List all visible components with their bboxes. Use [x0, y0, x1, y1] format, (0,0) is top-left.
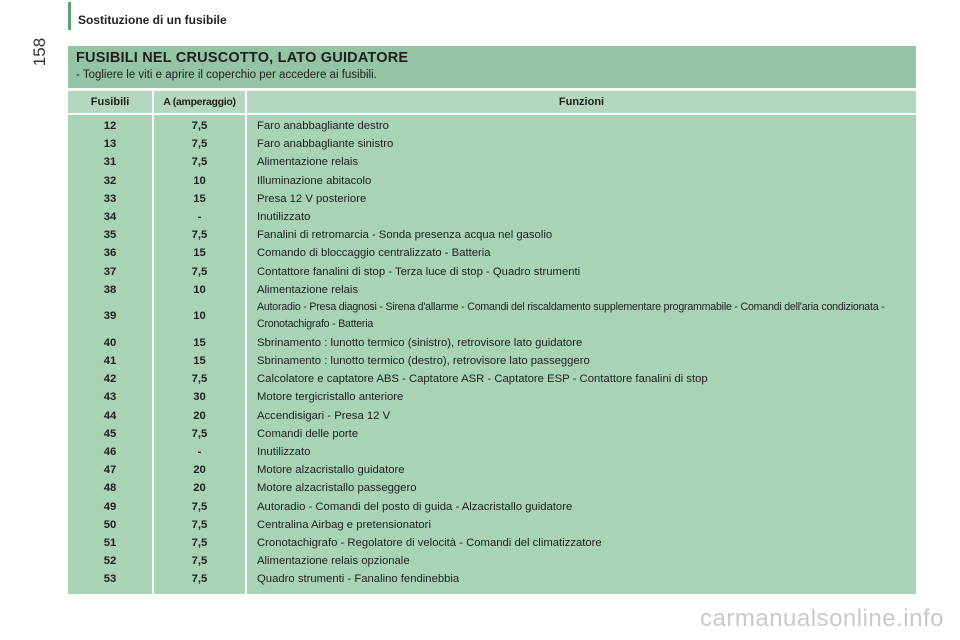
column-header-fuses: Fusibili — [68, 91, 152, 113]
fuse-function: Faro anabbagliante sinistro — [257, 138, 394, 151]
table-row — [68, 208, 916, 226]
fuse-amperage: 7,5 — [191, 156, 208, 169]
fuse-number: 34 — [103, 210, 117, 223]
fuse-amperage: 7,5 — [191, 555, 208, 568]
table-row — [68, 153, 916, 171]
table-row — [68, 244, 916, 262]
table-row — [68, 552, 916, 570]
fuse-number: 35 — [103, 229, 117, 242]
table-row — [68, 516, 916, 534]
table-row — [68, 388, 916, 406]
fuse-function: Alimentazione relais opzionale — [257, 555, 410, 568]
table-row — [68, 425, 916, 443]
table-row — [68, 172, 916, 190]
column-header-functions: Funzioni — [247, 91, 916, 113]
table-row — [68, 370, 916, 388]
fuse-function: Autoradio - Comandi del posto di guida - Alzacristallo guidatore — [257, 500, 573, 513]
fuse-number: 51 — [103, 536, 117, 549]
fuse-box-header — [68, 46, 916, 88]
fuse-number: 13 — [103, 138, 117, 151]
fuse-number: 42 — [103, 373, 117, 386]
fuse-function: Presa 12 V posteriore — [257, 192, 367, 205]
fuse-function: Contattore fanalini di stop - Terza luce di stop - Quadro strumenti — [257, 265, 581, 278]
fuse-function: Centralina Airbag e pretensionatori — [257, 518, 431, 531]
fuse-amperage: 10 — [193, 283, 206, 296]
fuse-number: 50 — [103, 518, 117, 531]
fuse-number: 32 — [103, 174, 117, 187]
fuse-number: 41 — [103, 355, 117, 368]
table-row — [68, 352, 916, 370]
fuse-amperage: 30 — [193, 391, 206, 404]
table-row — [68, 479, 916, 497]
fuse-function: Motore alzacristallo guidatore — [257, 464, 405, 477]
fuse-amperage: 7,5 — [191, 229, 208, 242]
table-row — [68, 281, 916, 299]
fuse-number: 39 — [103, 309, 117, 322]
watermark-text: carmanualsonline.info — [700, 605, 944, 632]
table-row — [68, 190, 916, 208]
fuse-number: 52 — [103, 555, 117, 568]
fuse-function: Faro anabbagliante destro — [257, 120, 389, 132]
section-accent-bar — [68, 2, 71, 30]
fuse-function: Comandi delle porte — [257, 427, 359, 440]
fuse-number: 45 — [103, 427, 117, 440]
fuse-amperage: 20 — [193, 409, 206, 422]
fuse-function: Alimentazione relais — [257, 156, 359, 169]
fuse-amperage: 7,5 — [191, 536, 208, 549]
fuse-amperage: 7,5 — [191, 500, 208, 513]
fuse-amperage: - — [197, 210, 202, 223]
fuse-number: 48 — [103, 482, 117, 495]
fuse-number: 36 — [103, 247, 117, 260]
fuse-function: Comando di bloccaggio centralizzato - Batteria — [257, 247, 491, 260]
section-title: Sostituzione di un fusibile — [78, 13, 227, 27]
fuse-function: Inutilizzato — [257, 446, 311, 458]
fuse-amperage: 7,5 — [191, 427, 208, 440]
table-row — [68, 135, 916, 153]
table-row — [68, 117, 916, 135]
fuse-number: 44 — [103, 409, 117, 422]
fuse-number: 49 — [103, 500, 117, 513]
fuse-table — [68, 117, 916, 589]
fuse-function: Motore tergicristallo anteriore — [257, 391, 404, 404]
fuse-number: 43 — [103, 391, 117, 404]
column-header-amperage: A (amperaggio) — [154, 91, 245, 113]
fuse-number: 47 — [103, 464, 117, 477]
fuse-function: Sbrinamento : lunotto termico (destro), retrovisore lato passeggero — [257, 355, 590, 368]
table-row — [68, 443, 916, 461]
fuse-amperage: 15 — [193, 355, 206, 368]
fuse-amperage: 10 — [193, 174, 206, 187]
fuse-function: Autoradio - Presa diagnosi - Sirena d'allarme - Comandi del riscaldamento supplementare programmabile - Comandi dell'aria condizionata - Cronotachigrafo - Batteria — [257, 300, 885, 331]
fuse-number: 31 — [103, 156, 117, 169]
fuse-number: 46 — [103, 446, 117, 458]
fuse-amperage: 7,5 — [191, 138, 208, 151]
fuse-function: Calcolatore e captatore ABS - Captatore ASR - Captatore ESP - Contattore fanalini di stop — [257, 373, 708, 386]
fuse-function: Motore alzacristallo passeggero — [257, 482, 417, 495]
fuse-number: 38 — [103, 283, 117, 296]
table-row — [68, 226, 916, 244]
fuse-amperage: 15 — [193, 336, 206, 349]
fuse-function: Cronotachigrafo - Regolatore di velocità - Comandi del climatizzatore — [257, 536, 602, 549]
table-row — [68, 498, 916, 516]
fuse-amperage: 15 — [193, 247, 206, 260]
fuse-number: 53 — [103, 573, 117, 586]
table-row — [68, 263, 916, 281]
fuse-amperage: 10 — [193, 309, 206, 322]
fuse-amperage: 20 — [193, 464, 206, 477]
fuse-function: Fanalini di retromarcia - Sonda presenza acqua nel gasolio — [257, 229, 553, 242]
fuse-function: Inutilizzato — [257, 210, 311, 223]
fuse-function: Accendisigari - Presa 12 V — [257, 409, 391, 422]
fuse-function: Quadro strumenti - Fanalino fendinebbia — [257, 573, 460, 586]
page-number: 158 — [30, 37, 49, 67]
fuse-amperage: 7,5 — [191, 573, 208, 586]
table-row — [68, 461, 916, 479]
table-row — [68, 334, 916, 352]
fuse-box-instructions: - Togliere le viti e aprire il coperchio per accedere ai fusibili. — [76, 69, 377, 81]
fuse-function: Alimentazione relais — [257, 283, 359, 296]
fuse-number: 12 — [103, 120, 117, 132]
fuse-number: 33 — [103, 192, 117, 205]
table-row — [68, 534, 916, 552]
fuse-amperage: - — [197, 446, 202, 458]
fuse-amperage: 7,5 — [191, 373, 208, 386]
fuse-box-title: FUSIBILI NEL CRUSCOTTO, LATO GUIDATORE — [76, 50, 409, 66]
table-row — [68, 299, 916, 334]
fuse-amperage: 7,5 — [191, 265, 208, 278]
fuse-function: Illuminazione abitacolo — [257, 174, 372, 187]
fuse-amperage: 20 — [193, 482, 206, 495]
fuse-function: Sbrinamento : lunotto termico (sinistro), retrovisore lato guidatore — [257, 336, 583, 349]
fuse-amperage: 15 — [193, 192, 206, 205]
table-row — [68, 570, 916, 588]
fuse-number: 37 — [103, 265, 117, 278]
fuse-amperage: 7,5 — [191, 518, 208, 531]
fuse-number: 40 — [103, 336, 117, 349]
fuse-amperage: 7,5 — [191, 120, 208, 132]
table-row — [68, 407, 916, 425]
